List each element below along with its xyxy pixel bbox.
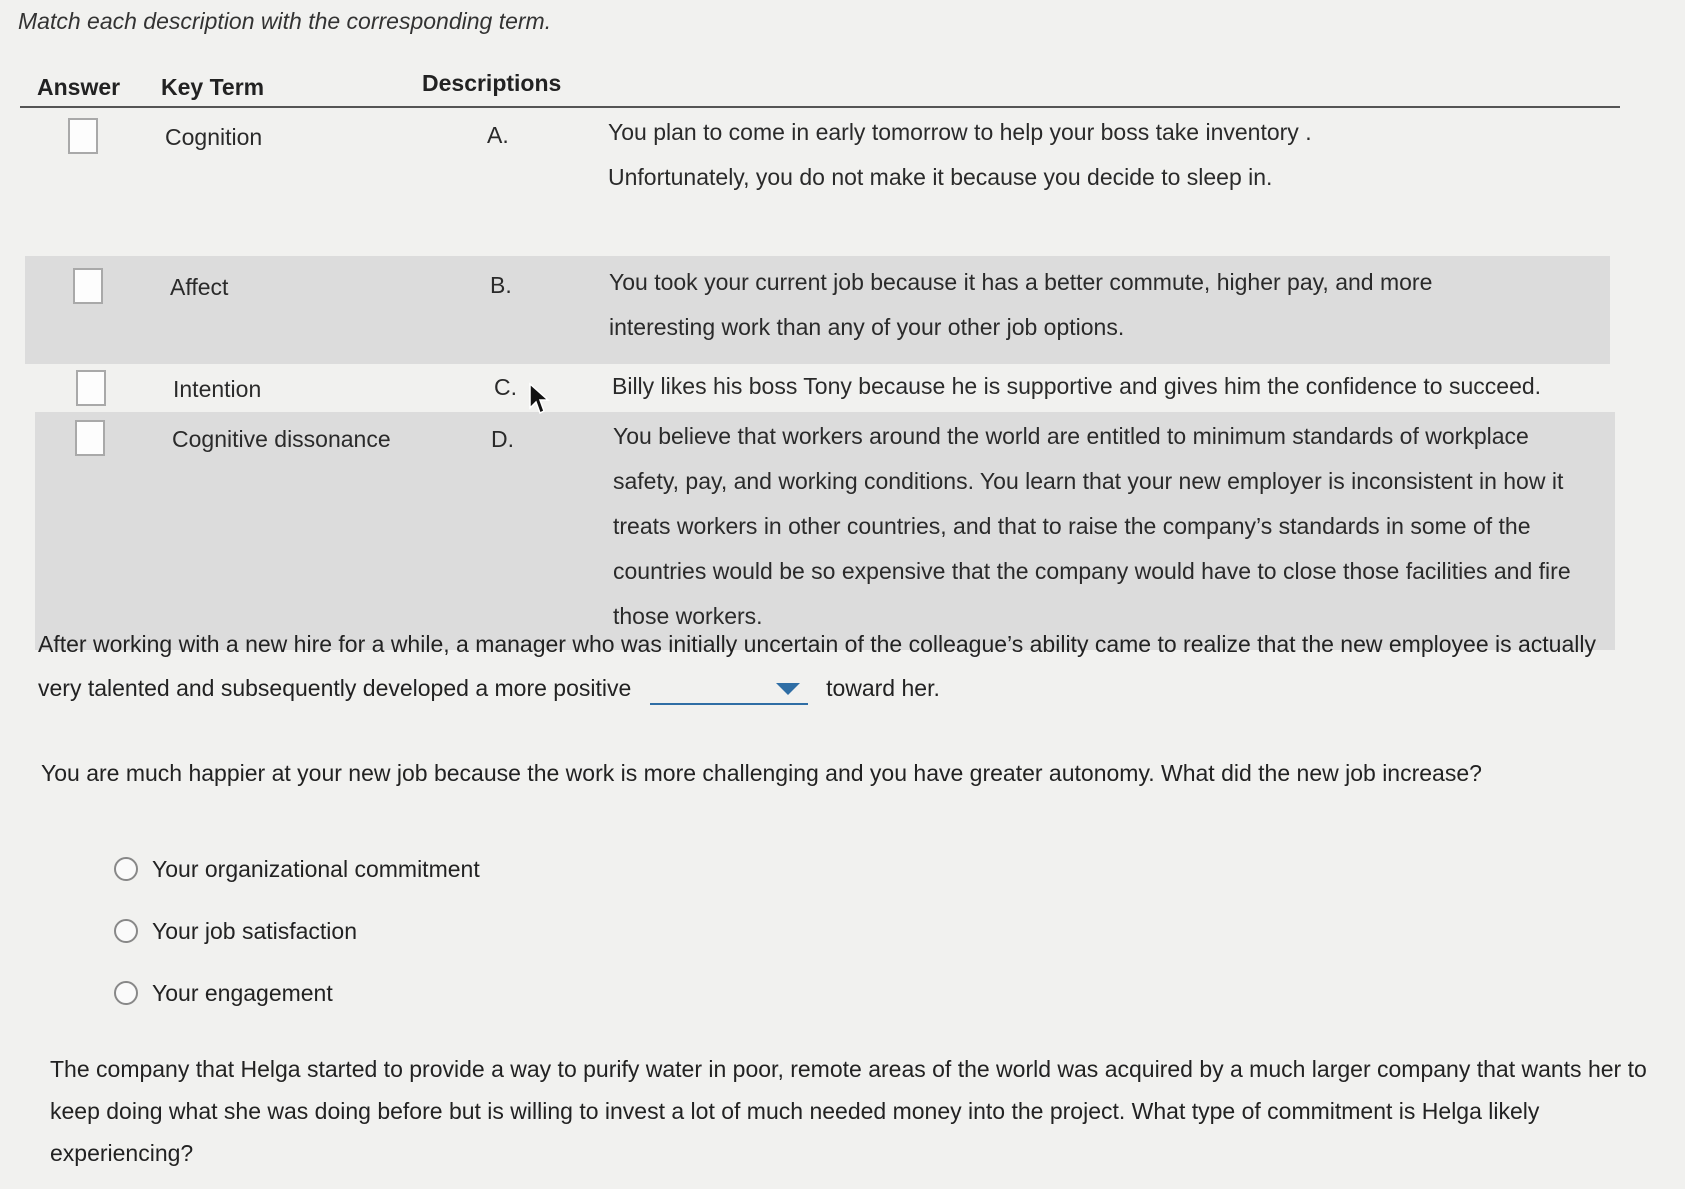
header-key-term: Key Term [161,74,265,100]
commitment-question: The company that Helga started to provide a way to purify water in poor, remote areas of the world was acquired by a much larger company that wants her to keep doing what she was doing before but is willing to invest a lot of much needed money into the project. What type of commitment is Helga likely experiencing? [50,1056,1647,1166]
option-label: Your job satisfaction [152,917,358,944]
option-label: Your organizational commitment [152,855,480,882]
key-term: Cognitive dissonance [172,426,391,452]
option-label: Your engagement [152,979,333,1006]
option-job-satisfaction[interactable] [114,900,480,962]
fill-in-blank-question [38,622,1638,710]
table-row [20,108,1620,256]
answer-checkbox[interactable] [68,118,98,154]
answer-checkbox[interactable] [76,370,106,406]
chevron-down-icon [776,683,800,695]
question-text-before: After working with a new hire for a while, a manager who was initially uncertain of the colleague’s ability came to realize that the new employee is actually very talented and subsequently developed a more positive [38,631,1596,701]
instructions-text: Match each description with the corresponding term. [18,8,552,34]
description-letter: D. [491,426,514,452]
description-text: You took your current job because it has a better commute, higher pay, and more interesting work than any of your other job options. [609,269,1433,340]
question-text-after: toward her. [826,675,940,701]
table-row [25,256,1610,364]
answer-checkbox[interactable] [75,420,105,456]
description-letter: B. [490,272,512,298]
key-term: Intention [173,376,262,402]
answer-checkbox[interactable] [73,268,103,304]
answer-dropdown[interactable] [650,675,808,705]
table-row [35,412,1615,650]
description-text: You plan to come in early tomorrow to help your boss take inventory . Unfortunately, you do not make it because you decide to sleep in. [608,119,1312,190]
option-organizational-commitment[interactable] [114,838,480,900]
radio-button[interactable] [114,857,138,881]
description-letter: C. [494,374,517,400]
description-letter: A. [487,122,509,148]
radio-button[interactable] [114,981,138,1005]
table-header [20,62,1620,108]
matching-table [20,62,1620,650]
mouse-cursor-icon [528,382,550,416]
option-engagement[interactable] [114,962,480,1024]
key-term: Affect [170,274,229,300]
key-term: Cognition [165,124,263,150]
answer-options [114,838,480,1024]
multiple-choice-question: You are much happier at your new job because the work is more challenging and you have greater autonomy. What did the new job increase? [41,760,1482,786]
description-text: You believe that workers around the world are entitled to minimum standards of workplace safety, pay, and working conditions. You learn that your new employer is inconsistent in how it treats workers in other countries, and that to raise the company’s standards in some of the countries would be so expensive that the company would have to close those facilities and fire those workers. [613,423,1571,629]
header-answer: Answer [37,74,121,100]
radio-button[interactable] [114,919,138,943]
header-descriptions: Descriptions [422,70,562,96]
table-row [25,364,1615,412]
description-text: Billy likes his boss Tony because he is supportive and gives him the confidence to succeed. [612,373,1542,399]
